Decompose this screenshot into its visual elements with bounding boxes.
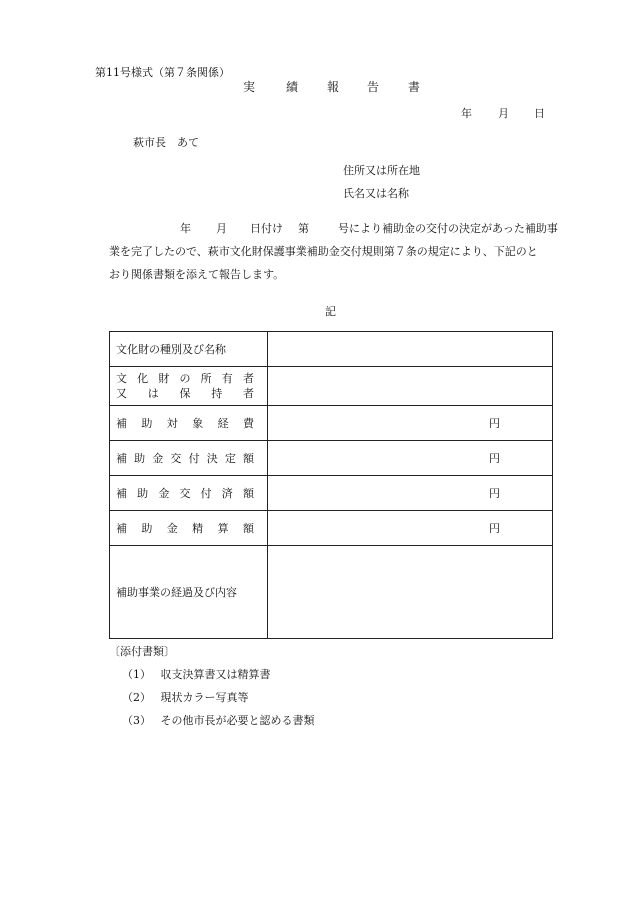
applicant-address-label: 住所又は所在地 [343, 164, 420, 177]
body-date-suffix: 日付け [250, 222, 283, 235]
attachments-heading: 〔添付書類〕 [109, 645, 175, 658]
grant-paid-amount-label: 補 助 金 交 付 済 額 [110, 476, 268, 511]
table-row [110, 441, 553, 476]
list-item [122, 691, 249, 705]
table-row [110, 546, 553, 639]
body-year: 年 [180, 222, 191, 235]
attachment-text: その他市長が必要と認める書類 [160, 714, 315, 727]
grant-settlement-amount-label: 補 助 金 精 算 額 [110, 511, 268, 546]
title-char: 書 [408, 80, 421, 94]
owner-label [110, 367, 268, 406]
addressee: 萩市長 あて [133, 136, 199, 149]
grant-decision-amount-label: 補 助 金 交 付 決 定 額 [110, 441, 268, 476]
list-item [122, 714, 315, 728]
cultural-property-name-label: 文化財の種別及び名称 [110, 332, 268, 367]
attachment-number: （1） [122, 668, 151, 681]
body-line1-rest: 号により補助金の交付の決定があった補助事 [338, 222, 558, 235]
body-number-prefix: 第 [298, 222, 309, 235]
list-item [122, 668, 271, 682]
table-row [110, 406, 553, 441]
project-progress-value [268, 546, 553, 639]
ki-heading: 記 [325, 305, 336, 318]
attachment-text: 現状カラー写真等 [160, 691, 249, 704]
yen-unit: 円 [489, 487, 500, 500]
table-row [110, 367, 553, 406]
report-table [109, 331, 553, 639]
title-char: 実 [243, 80, 256, 94]
grant-paid-amount-value [268, 476, 553, 511]
date-month: 月 [498, 107, 509, 120]
title-char: 報 [327, 80, 340, 94]
attachment-text: 収支決算書又は精算書 [160, 668, 271, 681]
attachment-number: （2） [122, 691, 151, 704]
subsidized-cost-value [268, 406, 553, 441]
owner-label-line2: 又 は 保 持 者 [116, 387, 254, 400]
yen-unit: 円 [489, 417, 500, 430]
project-progress-label: 補助事業の経過及び内容 [110, 546, 268, 639]
body-month: 月 [216, 222, 227, 235]
attachment-number: （3） [122, 714, 151, 727]
table-row [110, 476, 553, 511]
title-char: 績 [286, 80, 299, 94]
body-line2: 業を完了したので、萩市文化財保護事業補助金交付規則第７条の規定により、下記のと [109, 245, 538, 258]
yen-unit: 円 [489, 452, 500, 465]
applicant-name-label: 氏名又は名称 [343, 187, 409, 200]
owner-value [268, 367, 553, 406]
yen-unit: 円 [489, 522, 500, 535]
subsidized-cost-label: 補 助 対 象 経 費 [110, 406, 268, 441]
body-line3: おり関係書類を添えて報告します。 [109, 268, 285, 281]
date-year: 年 [461, 107, 472, 120]
grant-decision-amount-value [268, 441, 553, 476]
title-char: 告 [367, 80, 380, 94]
date-day: 日 [534, 107, 545, 120]
table-row [110, 511, 553, 546]
grant-settlement-amount-value [268, 511, 553, 546]
owner-label-line1: 文 化 財 の 所 有 者 [116, 372, 254, 385]
table-row [110, 332, 553, 367]
cultural-property-name-value [268, 332, 553, 367]
form-number: 第11号様式（第７条関係） [95, 66, 230, 79]
